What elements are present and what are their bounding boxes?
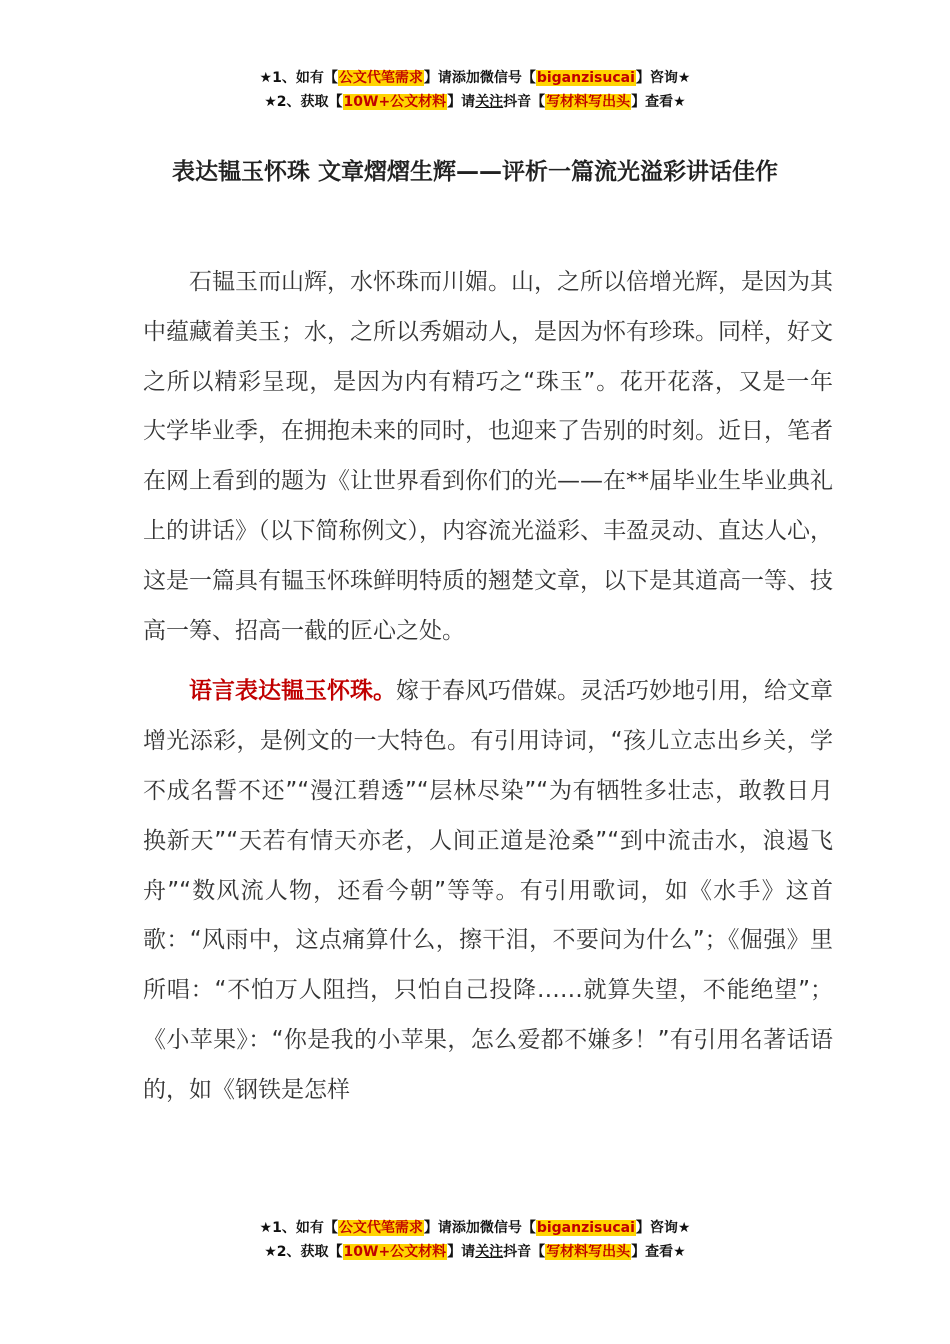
paragraph-language — [143, 667, 833, 1115]
promo-line-2 — [0, 90, 950, 114]
paragraph-language-text: 嫁于春风巧借媒。灵活巧妙地引用，给文章增光添彩，是例文的一大特色。有引用诗词，“孩儿立志出乡关，学不成名誓不还”“漫江碧透”“层林尽染”“为有牺牲多壮志，敢教日月换新天”“天若有情天亦老，人间正道是沧桑”“到中流击水，浪遏飞舟”“数风流人物，还看今朝”等等。有引用歌词，如《水手》这首歌：“风雨中，这点痛算什么，擦干泪，不要问为什么”；《倔强》里所唱：“不怕万人阻挡，只怕自己投降……就算失望，不能绝望”；《小苹果》：“你是我的小苹果，怎么爱都不嫌多！”有引用名著话语的，如《钢铁是怎样 — [143, 678, 833, 1103]
promo-highlight-douyin: 写材料写出头 — [546, 1244, 631, 1260]
paragraph-intro — [143, 258, 833, 656]
promo-line-1-suffix: 】咨询★ — [635, 70, 691, 86]
promo-line-1-prefix: ★1、如有【 — [259, 70, 338, 86]
promo-banner-top — [0, 66, 950, 114]
promo-highlight-ghostwriting: 公文代笔需求 — [338, 70, 423, 86]
promo-banner-bottom — [0, 1216, 950, 1264]
promo-line-1-prefix: ★1、如有【 — [259, 1220, 338, 1236]
promo-line-2-suffix: 】查看★ — [631, 1244, 686, 1260]
promo-line-2-prefix: ★2、获取【 — [264, 1244, 343, 1260]
promo-underlined-follow: 关注 — [475, 94, 504, 110]
document-title: 表达韫玉怀珠 文章熠熠生辉——评析一篇流光溢彩讲话佳作 — [171, 159, 778, 185]
promo-line-2 — [0, 1240, 950, 1264]
promo-highlight-wechat-id: biganzisucai — [536, 1220, 635, 1236]
promo-highlight-ghostwriting: 公文代笔需求 — [338, 1220, 423, 1236]
promo-line-1-suffix: 】咨询★ — [635, 1220, 691, 1236]
promo-line-1 — [0, 1216, 950, 1240]
promo-line-1 — [0, 66, 950, 90]
promo-line-2-mid1: 】请 — [447, 1244, 476, 1260]
promo-highlight-materials: 10W+公文材料 — [343, 1244, 447, 1260]
promo-line-1-mid: 】请添加微信号【 — [423, 1220, 536, 1236]
promo-underlined-follow: 关注 — [475, 1244, 504, 1260]
paragraph-language-heading: 语言表达韫玉怀珠。 — [189, 678, 396, 705]
paragraph-intro-text: 石韫玉而山辉，水怀珠而川媚。山，之所以倍增光辉，是因为其中蕴藏着美玉；水，之所以秀媚动人，是因为怀有珍珠。同样，好文之所以精彩呈现，是因为内有精巧之“珠玉”。花开花落，又是一年大学毕业季，在拥抱未来的同时，也迎来了告别的时刻。近日，笔者在网上看到的题为《让世界看到你们的光——在**届毕业生毕业典礼上的讲话》（以下简称例文），内容流光溢彩、丰盈灵动、直达人心，这是一篇具有韫玉怀珠鲜明特质的翘楚文章，以下是其道高一等、技高一筹、招高一截的匠心之处。 — [143, 269, 833, 644]
document-body — [143, 258, 833, 1116]
promo-highlight-wechat-id: biganzisucai — [536, 70, 635, 86]
promo-highlight-materials: 10W+公文材料 — [343, 94, 447, 110]
promo-line-1-mid: 】请添加微信号【 — [423, 70, 536, 86]
promo-line-2-mid2: 抖音【 — [503, 94, 546, 110]
promo-line-2-mid2: 抖音【 — [503, 1244, 546, 1260]
promo-line-2-suffix: 】查看★ — [631, 94, 686, 110]
promo-line-2-prefix: ★2、获取【 — [264, 94, 343, 110]
promo-line-2-mid1: 】请 — [447, 94, 476, 110]
promo-highlight-douyin: 写材料写出头 — [546, 94, 631, 110]
